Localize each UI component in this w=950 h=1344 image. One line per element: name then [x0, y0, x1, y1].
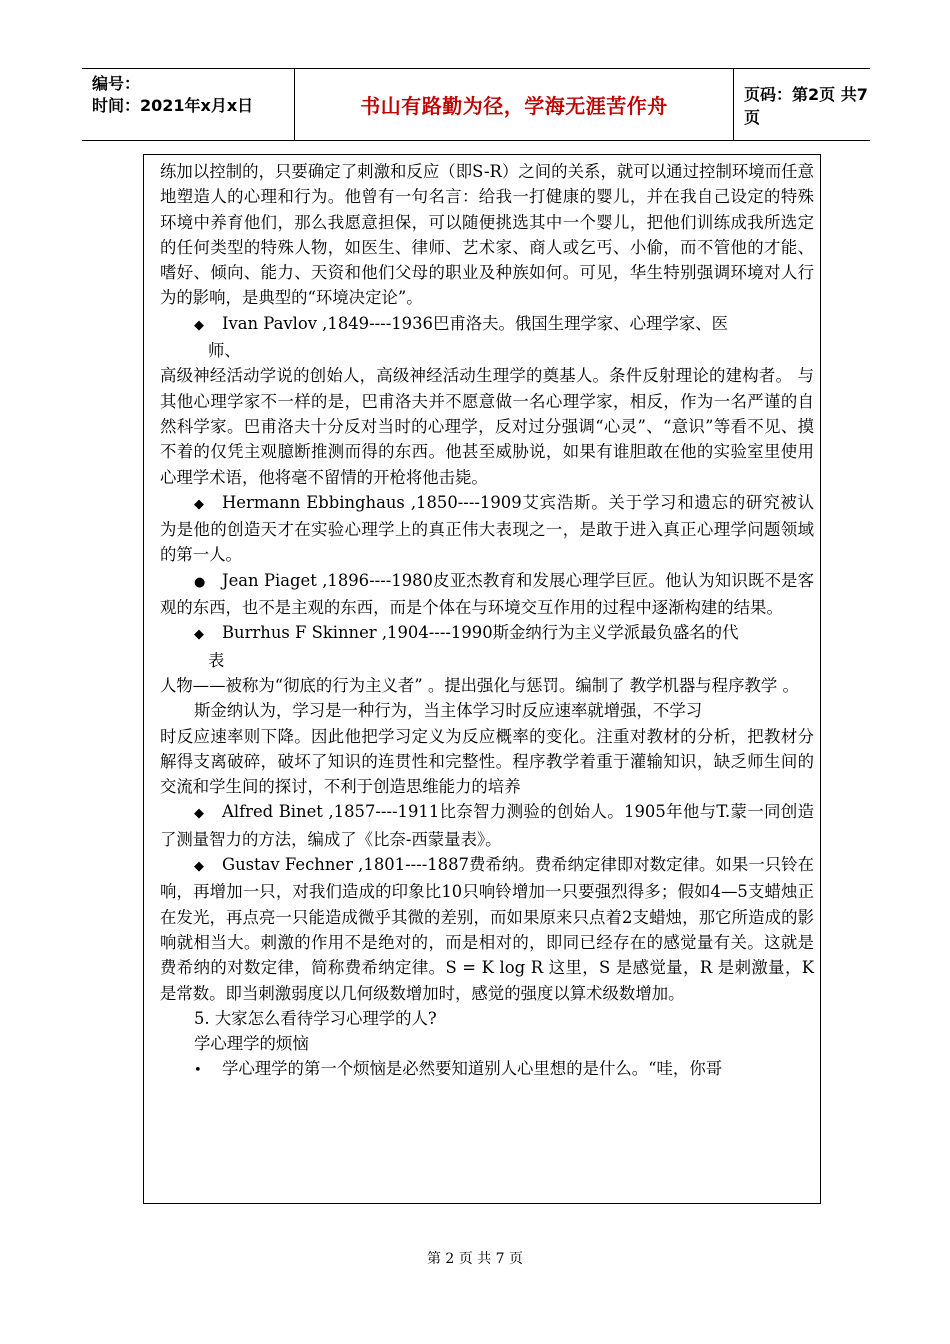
- document-number-label: 编号：: [92, 74, 141, 93]
- paragraph-text: 师、: [208, 341, 241, 361]
- paragraph: [160, 1006, 814, 1031]
- bullet-icon: ◆: [194, 859, 204, 875]
- paragraph: [160, 338, 814, 363]
- content-frame: [143, 154, 821, 1204]
- paragraph-text: 人物——被称为“彻底的行为主义者” 。提出强化与惩罚。编制了 教学机器与程序教学 。: [160, 675, 799, 695]
- paragraph: [160, 724, 814, 800]
- header-page-indicator: 页码：第2页 共7页: [744, 84, 868, 127]
- paragraph-text: 斯金纳认为，学习是一种行为，当主体学习时反应速率就增强，不学习: [194, 701, 703, 721]
- page-footer: 第 2 页 共 7 页: [426, 1251, 524, 1267]
- paragraph: [160, 568, 814, 621]
- paragraph-text: 时反应速率则下降。因此他把学习定义为反应概率的变化。注重对教材的分析，把教材分解得支离破碎，破坏了知识的连贯性和完整性。程序教学着重于灌输知识，缺乏师生间的交流和学生间的探讨，不利于创造思维能力的培养: [160, 726, 814, 797]
- paragraph: [160, 490, 814, 568]
- bullet-icon: ◆: [194, 806, 204, 822]
- paragraph: [160, 363, 814, 489]
- header-meta: [92, 73, 253, 117]
- bullet-icon: •: [194, 1063, 202, 1079]
- paragraph: [160, 1056, 814, 1083]
- paragraph-text: 学心理学的烦恼: [194, 1034, 309, 1054]
- paragraph: [160, 698, 814, 723]
- paragraph-text: 5. 大家怎么看待学习心理学的人?: [194, 1008, 437, 1028]
- bullet-icon: ●: [194, 574, 206, 590]
- paragraph-text: Burrhus F Skinner ,1904----1990斯金纳行为主义学派最负盛名的代: [222, 623, 739, 643]
- paragraph-text: 学心理学的第一个烦恼是必然要知道别人心里想的是什么。“哇，你哥: [222, 1059, 723, 1079]
- paragraph: [160, 620, 814, 647]
- paragraph: [160, 852, 814, 1006]
- bullet-icon: ◆: [194, 496, 204, 512]
- document-date-label: 时间：2021年x月x日: [92, 96, 254, 115]
- bullet-icon: ◆: [194, 317, 204, 333]
- bullet-icon: ◆: [194, 627, 204, 643]
- paragraph-text: Ivan Pavlov ,1849----1936巴甫洛夫。俄国生理学家、心理学家、医: [222, 313, 728, 333]
- paragraph: [160, 673, 814, 698]
- paragraph-text: Alfred Binet ,1857----1911比奈智力测验的创始人。1905年他与T.蒙一同创造了测量智力的方法，编成了《比奈-西蒙量表》。: [160, 802, 814, 849]
- paragraph: [160, 1031, 814, 1056]
- paragraph: [160, 648, 814, 673]
- paragraph: [160, 159, 814, 311]
- paragraph-text: 高级神经活动学说的创始人，高级神经活动生理学的奠基人。条件反射理论的建构者。 与其他心理学家不一样的是，巴甫洛夫并不愿意做一名心理学家，相反，作为一名严谨的自然科学家。巴甫洛夫十分反对当时的心理学，反对过分强调“心灵”、“意识”等看不见、摸不着的仅凭主观臆断推测而得的东西。他甚至威胁说，如果有谁胆敢在他的实验室里使用心理学术语，他将毫不留情的开枪将他击毙。: [160, 366, 814, 487]
- paragraph: [160, 799, 814, 852]
- paragraph-text: 表: [208, 650, 225, 670]
- paragraph-text: Hermann Ebbinghaus ,1850----1909艾宾浩斯。关于学习和遗忘的研究被认为是他的创造天才在实验心理学上的真正伟大表现之一，是敢于进入真正心理学问题领域的第一人。: [160, 492, 814, 565]
- paragraph-text: 练加以控制的，只要确定了刺激和反应（即S-R）之间的关系，就可以通过控制环境而任意地塑造人的心理和行为。他曾有一句名言：给我一打健康的婴儿，并在我自己设定的特殊环境中养育他们，那么我愿意担保，可以随便挑选其中一个婴儿，把他们训练成我所选定的任何类型的特殊人物，如医生、律师、艺术家、商人或乞丐、小偷，而不管他的才能、嗜好、倾向、能力、天资和他们父母的职业及种族如何。可见，华生特别强调环境对人行为的影响，是典型的“环境决定论”。: [160, 162, 814, 308]
- paragraph-text: Jean Piaget ,1896----1980皮亚杰教育和发展心理学巨匠。他认为知识既不是客观的东西，也不是主观的东西，而是个体在与环境交互作用的过程中逐渐构建的结果。: [160, 570, 814, 618]
- paragraph: [160, 311, 814, 338]
- header-motto-cell: [294, 69, 734, 140]
- header-motto: 书山有路勤为径，学海无涯苦作舟: [360, 94, 668, 118]
- document-body: [160, 159, 814, 1084]
- page-header: [82, 68, 870, 141]
- paragraph-text: Gustav Fechner ,1801----1887费希纳。费希纳定律即对数定律。如果一只铃在响，再增加一只，对我们造成的印象比10只响铃增加一只要强烈得多；假如4—5支蜡烛正在发光，再点亮一只能造成微乎其微的差别，而如果原来只点着2支蜡烛，那它所造成的影响就相当大。刺激的作用不是绝对的，而是相对的，即同已经存在的感觉量有关。这就是费希纳的对数定律，简称费希纳定律。S = K log R 这里，S 是感觉量，R 是刺激量，K 是常数。即当刺激弱度以几何级数增加时，感觉的强度以算术级数增加。: [160, 855, 814, 1003]
